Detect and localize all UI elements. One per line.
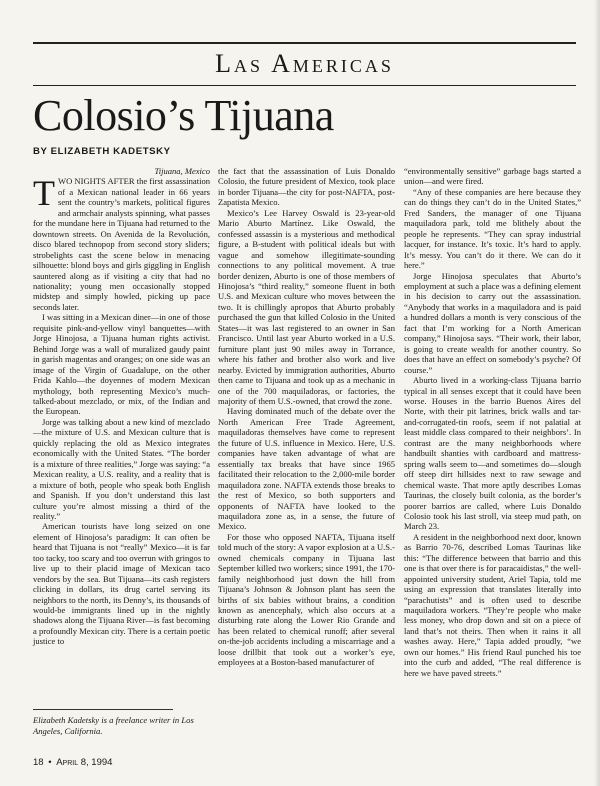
author-note-rule [33, 709, 173, 710]
paragraph-text: WO NIGHTS AFTER the first assassination of a Mexican national leader in 66 years sent the country’s markets, political figures and armchair analysts spinning, what passes for the mundane here in Tijuana had returned to the downtown streets. On Avenida de la Revolución, disco blared technopop from second story sliders; strobelights cast the scene below in menacing silhouette: blond boys and girls giggling in English sauntered along as if visiting a city that had no nationality; young men occasionally stopped midstep and simply howled, picking up pace seconds later. [33, 176, 210, 312]
top-rule [33, 42, 576, 44]
section-header: Las Americas [215, 49, 394, 78]
paragraph: “Any of these companies are here because they can do things they can’t do in the United States,” Fred Sanders, the manager of one Tijuana maquiladora park, told me blithely about the people he represents. “They can spray industrial lacquer, for instance. It’s toxic. It’s hard to apply. It’s messy. You can’t do it there. We can do it here.” [404, 186, 581, 271]
author-note: Elizabeth Kadetsky is a freelance writer in Los Angeles, California. [33, 715, 194, 736]
paragraph: Jorge was talking about a new kind of mezclado—the mixture of U.S. and Mexican culture that is quickly replacing the old as Mexico integrates economically with the United States. “The border is a mixture of three realities,” Jorge was saying: “a Mexican reality, a U.S. reality, and a reality that is a mixture of both, people who speak both English and Spanish. If you don’t understand this last culture you’re almost missing a third of the reality.” [33, 416, 210, 521]
column-3 [404, 166, 581, 678]
page-edge-shadow [594, 0, 600, 786]
column-1 [33, 166, 210, 647]
paragraph: Having dominated much of the debate over the North American Free Trade Agreement, maquiladoras themselves have come to represent the future of U.S. influence in Mexico. Here, U.S. companies have taken advantage of what are essentially tax breaks that have since 1965 facilitated their relocation to the 2,000-mile border maquiladora zone. NAFTA extends those breaks to the rest of Mexico, so both supporters and opponents of NAFTA have looked to the maquiladora zone as, in a sense, the future of Mexico. [218, 406, 395, 532]
paragraph: Jorge Hinojosa speculates that Aburto’s employment at such a place was a defining element in his decision to carry out the assassination. “Anybody that works in a maquiladora and is paid a hundred dollars a month is very conscious of the fact that I’m working for a North American company,” Hinojosa says. “Their work, their labor, is going to create wealth for another country. So does that have an effect on somebody’s psyche? Of course.” [404, 270, 581, 375]
paragraph: For those who opposed NAFTA, Tijuana itself told much of the story: A vapor explosion at a U.S.-owned chemicals company in Tijuana last September killed two workers; since 1991, the 170-family neighborhood just down the hill from Tijuana’s Johnson & Johnson plant has seen the births of six babies without brains, a condition known as anencephaly, which also occurs at a disturbing rate along the Lower Rio Grande and has been related to chemical runoff; after several on-the-job accidents including a miscarriage and a loose drillbit that took out a worker’s eye, employees at a Boston-based manufacturer of [218, 531, 395, 668]
paragraph: “environmentally sensitive” garbage bags started a union—and were fired. [404, 166, 581, 187]
dropcap: T [33, 173, 55, 214]
header-rule [33, 85, 576, 86]
footer-bullet: • [48, 757, 52, 768]
byline: BY ELIZABETH KADETSKY [33, 146, 171, 157]
paragraph: Mexico’s Lee Harvey Oswald is 23-year-old Mario Aburto Martínez. Like Oswald, the confessed assassin is a mysterious and methodical figure, a B-student with political ideals but with vague and somehow illegitimate-sounding connections to any political movement. A true border denizen, Aburto is one of those members of Hinojosa’s “third reality,” someone fluent in both U.S. and Mexican culture who moves between the two. It is chillingly apropos that Aburto probably purchased the gun that killed Colosio in the United States—it was last registered to an owner in San Francisco. Until last year Aburto worked in a U.S. furniture plant just 90 miles away in Torrance, where his father and brother also work and live nearby. Evicted by immigration authorities, Aburto then came to Tijuana and took up as a mechanic in one of the 700 maquiladoras, or factories, the majority of them U.S.-owned, that crowd the zone. [218, 207, 395, 406]
dateline: Tijuana, Mexico [154, 166, 210, 176]
paragraph: A resident in the neighborhood next door, known as Barrio 70-76, described Lomas Taurinas like this: “The difference between that barrio and this one is that over there is for paracaidistas,” the well-appointed university student, Ariel Tapia, told me using an expression that translates literally into “parachutists” and is often used to describe maquiladora workers. “They’re people who make less money, who drop down and sit on a piece of land that’s not theirs. Then when it rains it all washes away. Here,” Tapia added proudly, “we own our homes.” His friend Raul punched his toe into the curb and added, “The real difference is here we have paved streets.” [404, 531, 581, 678]
paragraph: I was sitting in a Mexican diner—in one of those requisite pink-and-yellow vinyl banquettes—with Jorge Hinojosa, a Tijuana human rights activist. Behind Jorge was a wall of muralized gaudy paint in garish magentas and oranges; on one side was an image of the Virgin of Guadalupe, on the other Frida Kahlo—the doyennes of modern Mexican mythology, both representing Mexico’s much-talked-about mezclado, or mix, of the Indian and the European. [33, 312, 210, 417]
page-number: 18 [33, 757, 44, 768]
paragraph: Aburto lived in a working-class Tijuana barrio typical in all senses except that it could have been worse. Houses in the barrio Buenos Aires del Norte, with their pit latrines, brick walls and tar-and-corrugated-tin roofs, seem if not palatial at least middle class compared to their neighbors’. In contrast are the many neighborhoods where handbuilt shanties with cardboard and mattress-spring walls seem to—and sometimes do—slough off steep dirt hillsides next to raw sewage and chemical waste. That more aptly describes Lomas Taurinas, the closely built colonia, as the border’s poorer barrios are called, where Luis Donaldo Colosio took his last stroll, via steep mud path, on March 23. [404, 375, 581, 532]
page-footer [33, 757, 112, 768]
issue-date: April 8, 1994 [56, 757, 113, 768]
column-2 [218, 166, 395, 668]
paragraph [33, 173, 210, 312]
paragraph: the fact that the assassination of Luis Donaldo Colosio, the future president of Mexico, took place in border Tijuana—the city for post-NAFTA, post-Zapatista Mexico. [218, 166, 395, 208]
article-title: Colosio’s Tijuana [33, 91, 334, 140]
paragraph: American tourists have long seized on one element of Hinojosa’s paradigm: It can often be heard that Tijuana is not “really” Mexico—it is far too tacky, too scary and too overrun with gringos to live up to their placid image of Mexican taco vendors by the sea. But Tijuana—its cash registers clicking in dollars, its drug cartel serving its neighbors to the north, its Denny’s, its thousands of would-be immigrants lined up in the nightly shadows along the Tijuana River—is fast becoming a profoundly Mexican city. There is a certain poetic justice to [33, 521, 210, 647]
